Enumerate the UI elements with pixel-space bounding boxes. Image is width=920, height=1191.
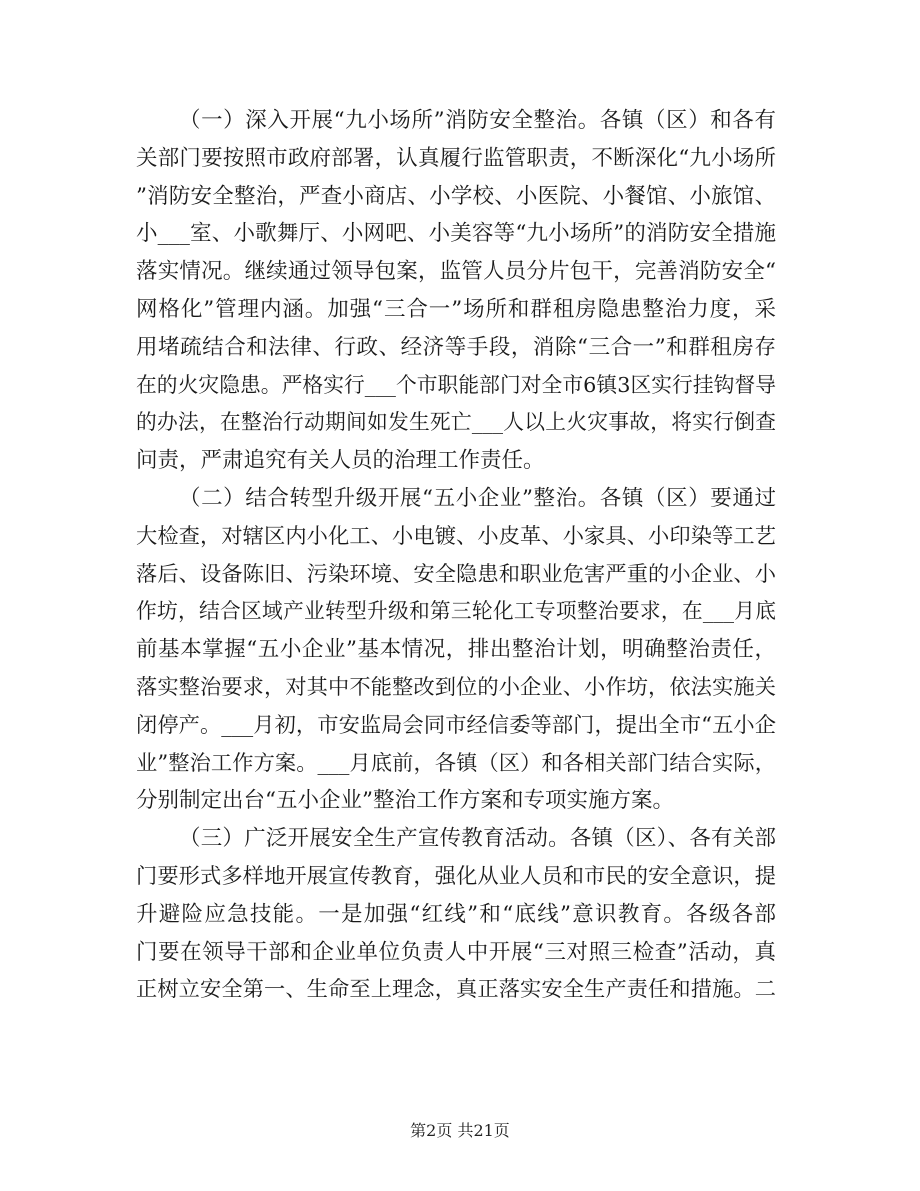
text-line: （三）广泛开展安全生产宣传教育活动。各镇（区）、各有关部 xyxy=(179,826,776,852)
text-line: 小___室、小歌舞厅、小网吧、小美容等“九小场所”的消防安全措施 xyxy=(136,221,776,247)
text-line: 大检查，对辖区内小化工、小电镀、小皮革、小家具、小印染等工艺 xyxy=(136,523,776,549)
text-line: 用堵疏结合和法律、行政、经济等手段，消除“三合一”和群租房存 xyxy=(136,334,776,360)
text-line: 网格化”管理内涵。加强“三合一”场所和群租房隐患整治力度，采 xyxy=(136,296,776,322)
text-line: （二）结合转型升级开展“五小企业”整治。各镇（区）要通过 xyxy=(179,485,776,511)
text-line: 升避险应急技能。一是加强“红线”和“底线”意识教育。各级各部 xyxy=(136,901,776,927)
text-line: 落后、设备陈旧、污染环境、安全隐患和职业危害严重的小企业、小 xyxy=(136,561,776,587)
text-line: 门要在领导干部和企业单位负责人中开展“三对照三检查”活动，真 xyxy=(136,939,776,965)
text-line: 前基本掌握“五小企业”基本情况，排出整治计划，明确整治责任， xyxy=(136,637,776,663)
text-line: 落实整治要求，对其中不能整改到位的小企业、小作坊，依法实施关 xyxy=(136,674,776,700)
paragraph-2 xyxy=(136,480,776,820)
text-line: 正树立安全第一、生命至上理念，真正落实安全生产责任和措施。二 xyxy=(136,977,776,1003)
text-line: 在的火灾隐患。严格实行___个市职能部门对全市6镇3区实行挂钩督导 xyxy=(136,372,776,397)
text-line: 关部门要按照市政府部署，认真履行监管职责，不断深化“九小场所 xyxy=(136,145,776,171)
text-line: 业”整治工作方案。___月底前，各镇（区）和各相关部门结合实际， xyxy=(136,750,776,776)
page-number-footer: 第2页 共21页 xyxy=(410,1121,510,1140)
paragraph-1 xyxy=(136,102,776,480)
paragraph-3 xyxy=(136,820,776,1009)
text-line: 作坊，结合区域产业转型升级和第三轮化工专项整治要求，在___月底 xyxy=(136,599,776,624)
text-line: 门要形式多样地开展宣传教育，强化从业人员和市民的安全意识，提 xyxy=(136,863,776,889)
text-line: 闭停产。___月初，市安监局会同市经信委等部门，提出全市“五小企 xyxy=(136,712,776,738)
text-line: 问责，严肃追究有关人员的治理工作责任。 xyxy=(136,448,545,474)
text-line: 分别制定出台“五小企业”整治工作方案和专项实施方案。 xyxy=(136,788,674,814)
text-line: （一）深入开展“九小场所”消防安全整治。各镇（区）和各有 xyxy=(179,108,776,133)
text-line: ”消防安全整治，严查小商店、小学校、小医院、小餐馆、小旅馆、 xyxy=(136,183,776,209)
text-line: 的办法，在整治行动期间如发生死亡___人以上火灾事故，将实行倒查 xyxy=(136,410,776,435)
text-line: 落实情况。继续通过领导包案，监管人员分片包干，完善消防安全“ xyxy=(136,259,776,285)
document-body xyxy=(136,102,776,1009)
